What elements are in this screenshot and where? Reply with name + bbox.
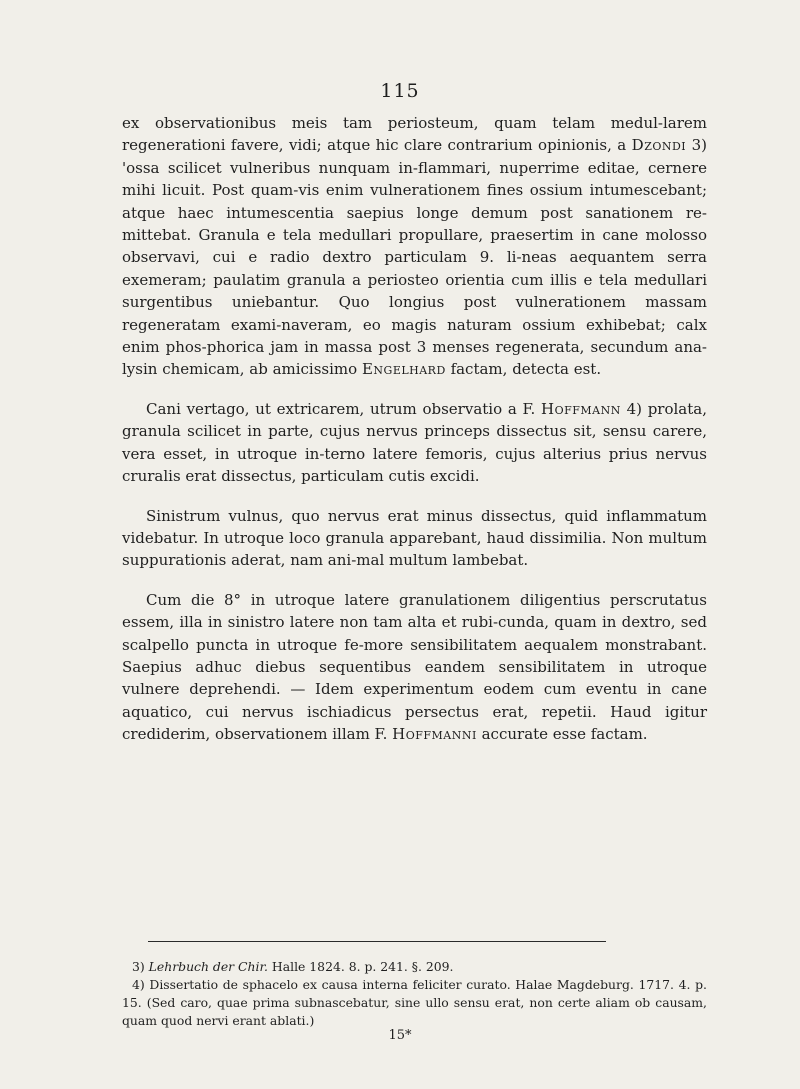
author-name: Engelhard — [361, 360, 446, 379]
text-run: ex observationibus meis tam periosteum, quam telam medul-larem regenerationi favere, vidi; atque hic clare contrarium opinionis, a — [122, 114, 707, 155]
footnote-text: Dissertatio de sphacelo ex causa interna feliciter curato. Halae Magdeburg. 1717. 4. p. 15. (Sed caro, quae prima subnascebatur, sine ullo sensu erat, non certe aliam ob causam, quam quod nervi erant ablati.) — [122, 977, 707, 1028]
page-number: 115 — [380, 80, 420, 102]
footnote-divider — [148, 941, 606, 942]
footnote-ref: 4) — [626, 399, 642, 418]
text-run: accurate esse factam. — [476, 725, 648, 744]
footnote-marker: 3) — [132, 959, 145, 974]
text-run: Cum die 8° in utroque latere granulationem diligentius perscrutatus essem, illa in sinistro latere non tam alta et rubi-cunda, quam in dextro, sed scalpello puncta in utroque fe-more sensibilitatem aequalem monstrabant. Saepius adhuc diebus sequentibus eandem sensibilitatem in utroque vulnere deprehendi. — Idem experimentum eodem cum eventu in cane aquatico, cui nervus ischiadicus persectus erat, repetii. Haud igitur crediderim, observationem illam F. — [122, 590, 707, 744]
text-run: 'ossa scilicet vulneribus nunquam in-flammari, nuperrime editae, cernere mihi licuit. Post quam-vis enim vulnerationem fines ossium intumescebant; atque haec intumescentia saepius longe demum post sanationem re-mittebat. Granula e tela medullari propullare, praesertim in cane molosso observavi, cui e radio dextro particulam 9. li-neas aequantem serra exemeram; paulatim granula a periosteo orientia cum illis e tela medullari surgentibus uniebantur. Quo longius post vulnerationem massam regeneratam exami-naveram, eo magis naturam ossium exhibebat; calx enim phos-phorica jam in massa post 3 menses regenerata, secundum ana-lysin chemicam, ab amicissimo — [122, 158, 707, 379]
author-name: Hoffmanni — [392, 725, 477, 744]
paragraph-3: Sinistrum vulnus, quo nervus erat minus dissectus, quid inflammatum videbatur. In utroque loco granula apparebant, haud dissimilia. Non multum suppurationis aderat, nam ani-mal multum lambebat. — [122, 506, 707, 570]
body-text — [122, 112, 707, 763]
text-run: prolata, granula scilicet in parte, cujus nervus princeps dissectus sit, sensu carere, vera esset, in utroque in-terno latere femoris, cujus alterius prius nervus cruralis erat dissectus, particulam cutis excidi. — [122, 399, 707, 486]
text-run: Cani vertago, ut extricarem, utrum observatio a F. — [146, 399, 542, 418]
paragraph-1 — [122, 112, 707, 381]
author-name: Dzondi — [631, 136, 687, 155]
text-run: factam, detecta est. — [445, 360, 602, 379]
footnote-title: Lehrbuch der Chir. — [148, 959, 268, 974]
paragraph-4 — [122, 589, 707, 746]
signature-mark: 15* — [388, 1028, 412, 1043]
footnote-ref: 3) — [691, 136, 707, 155]
paragraph-2 — [122, 398, 707, 488]
footnote-4 — [122, 976, 707, 1030]
footnotes — [122, 958, 707, 1030]
author-name: Hoffmann — [541, 399, 621, 418]
footnote-3 — [122, 958, 707, 976]
footnote-text: Halle 1824. 8. p. 241. §. 209. — [267, 959, 454, 974]
footnote-marker: 4) — [132, 977, 145, 992]
